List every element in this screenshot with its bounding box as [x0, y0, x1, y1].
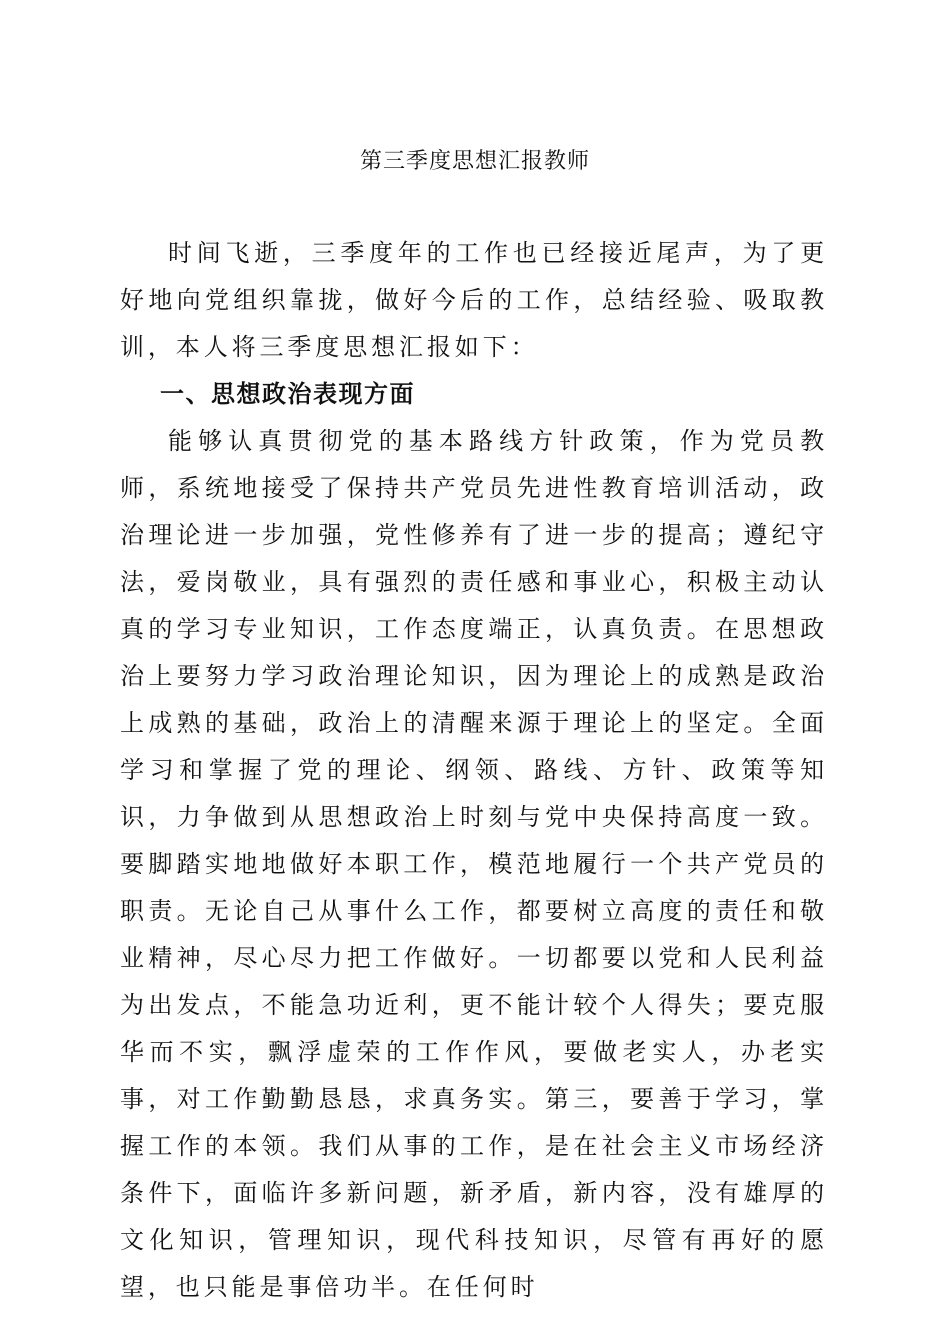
section-paragraph: 能够认真贯彻党的基本路线方针政策，作为党员教师，系统地接受了保持共产党员先进性教育培训活动，政治理论进一步加强，党性修养有了进一步的提高；遵纪守法，爱岗敬业，具有强烈的责任感和事业心，积极主动认真的学习专业知识，工作态度端正，认真负责。在思想政治上要努力学习政治理论知识，因为理论上的成熟是政治上成熟的基础，政治上的清醒来源于理论上的坚定。全面学习和掌握了党的理论、纲领、路线、方针、政策等知识，力争做到从思想政治上时刻与党中央保持高度一致。要脚踏实地地做好本职工作，模范地履行一个共产党员的职责。无论自己从事什么工作，都要树立高度的责任和敬业精神，尽心尽力把工作做好。一切都要以党和人民利益为出发点，不能急功近利，更不能计较个人得失；要克服华而不实，飘浮虚荣的工作作风，要做老实人，办老实事，对工作勤勤恳恳，求真务实。第三，要善于学习，掌握工作的本领。我们从事的工作，是在社会主义市场经济条件下，面临许多新问题，新矛盾，新内容，没有雄厚的文化知识，管理知识，现代科技知识，尽管有再好的愿望，也只能是事倍功半。在任何时	[120, 427, 828, 1301]
page-title: 第三季度思想汇报教师	[359, 149, 590, 174]
document-body	[120, 230, 828, 1311]
intro-paragraph: 时间飞逝，三季度年的工作也已经接近尾声，为了更好地向党组织靠拢，做好今后的工作，总结经验、吸取教训，本人将三季度思想汇报如下：	[120, 239, 828, 361]
section-heading: 一、思想政治表现方面	[160, 380, 415, 408]
